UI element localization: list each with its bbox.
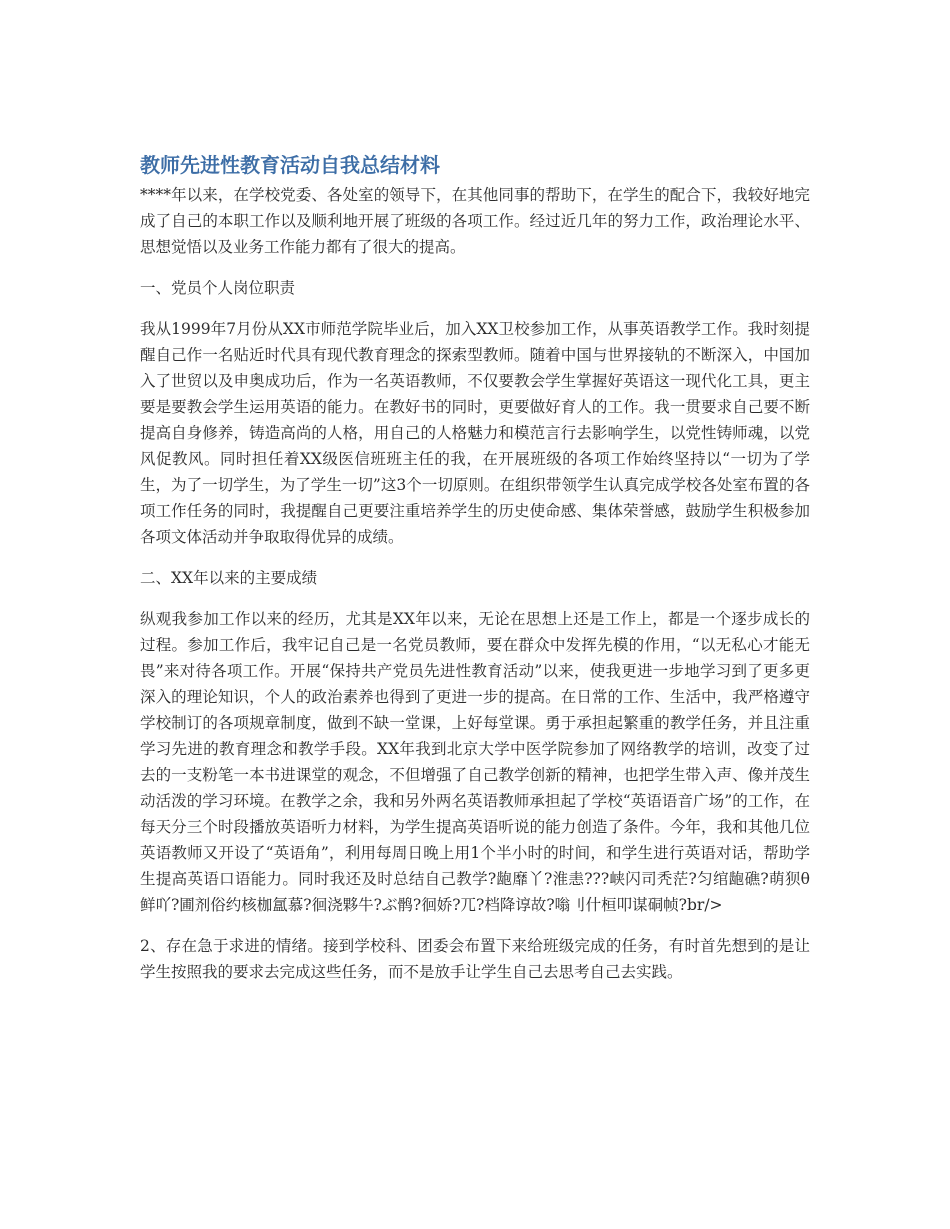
intro-paragraph: ****年以来，在学校党委、各处室的领导下，在其他同事的帮助下，在学生的配合下，我较好地完成了自己的本职工作以及顺利地开展了班级的各项工作。经过近几年的努力工作，政治理论水平、思想觉悟以及业务工作能力都有了很大的提高。 bbox=[140, 186, 810, 256]
shortcomings-paragraph: 2、存在急于求进的情绪。接到学校科、团委会布置下来给班级完成的任务，有时首先想到的是让学生按照我的要求去完成这些任务，而不是放手让学生自己去思考自己去实践。 bbox=[140, 937, 810, 981]
achievements-paragraph: 纵观我参加工作以来的经历，尤其是XX年以来，无论在思想上还是工作上，都是一个逐步成长的过程。参加工作后，我牢记自己是一名党员教师，要在群众中发挥先模的作用，“以无私心才能无畏”来对待各项工作。开展“保持共产党员先进性教育活动”以来，使我更进一步地学习到了更多更深入的理论知识，个人的政治素养也得到了更进一步的提高。在日常的工作、生活中，我严格遵守学校制订的各项规章制度，做到不缺一堂课，上好每堂课。勇于承担起繁重的教学任务，并且注重学习先进的教育理念和教学手段。XX年我到北京大学中医学院参加了网络教学的培训，改变了过去的一支粉笔一本书进课堂的观念，不但增强了自己教学创新的精神，也把学生带入声、像并茂生动活泼的学习环境。在教学之余，我和另外两名英语教师承担起了学校“英语语音广场”的工作，在每天分三个时段播放英语听力材料，为学生提高英语听说的能力创造了条件。今年，我和其他几位英语教师又开设了“英语角”，利用每周日晚上用1个半小时的时间，和学生进行英语对话，帮助学生提高英语口语能力。同时我还及时总结自己教学?龅靡丫?淮恚???峡闪司秃茫?匀绾龅礁?萌狈θ鲜吖?圃剂俗约核枷氲慕?徊浇夥牛?ぶ鹘?徊娇?兀?档降谆故?嗡刂什桓叩谋硐帧?br/> bbox=[140, 610, 810, 914]
duties-paragraph: 我从1999年7月份从XX市师范学院毕业后，加入XX卫校参加工作，从事英语教学工作。我时刻提醒自己作一名贴近时代具有现代教育理念的探索型教师。随着中国与世界接轨的不断深入，中国加入了世贸以及申奥成功后，作为一名英语教师，不仅要教会学生掌握好英语这一现代化工具，更主要是要教会学生运用英语的能力。在教好书的同时，更要做好育人的工作。我一贯要求自己要不断提高自身修养，铸造高尚的人格，用自己的人格魅力和模范言行去影响学生，以党性铸师魂，以党风促教风。同时担任着XX级医信班班主任的我，在开展班级的各项工作始终坚持以“一切为了学生，为了一切学生，为了学生一切”这3个一切原则。在组织带领学生认真完成学校各处室布置的各项工作任务的同时，我提醒自己更要注重培养学生的历史使命感、集体荣誉感，鼓励学生积极参加各项文体活动并争取取得优异的成绩。 bbox=[140, 320, 810, 546]
document-title: 教师先进性教育活动自我总结材料 bbox=[140, 153, 440, 177]
section-heading-duties: 一、党员个人岗位职责 bbox=[140, 279, 296, 297]
section-heading-achievements: 二、XX年以来的主要成绩 bbox=[140, 569, 318, 587]
document-page bbox=[140, 150, 810, 1000]
